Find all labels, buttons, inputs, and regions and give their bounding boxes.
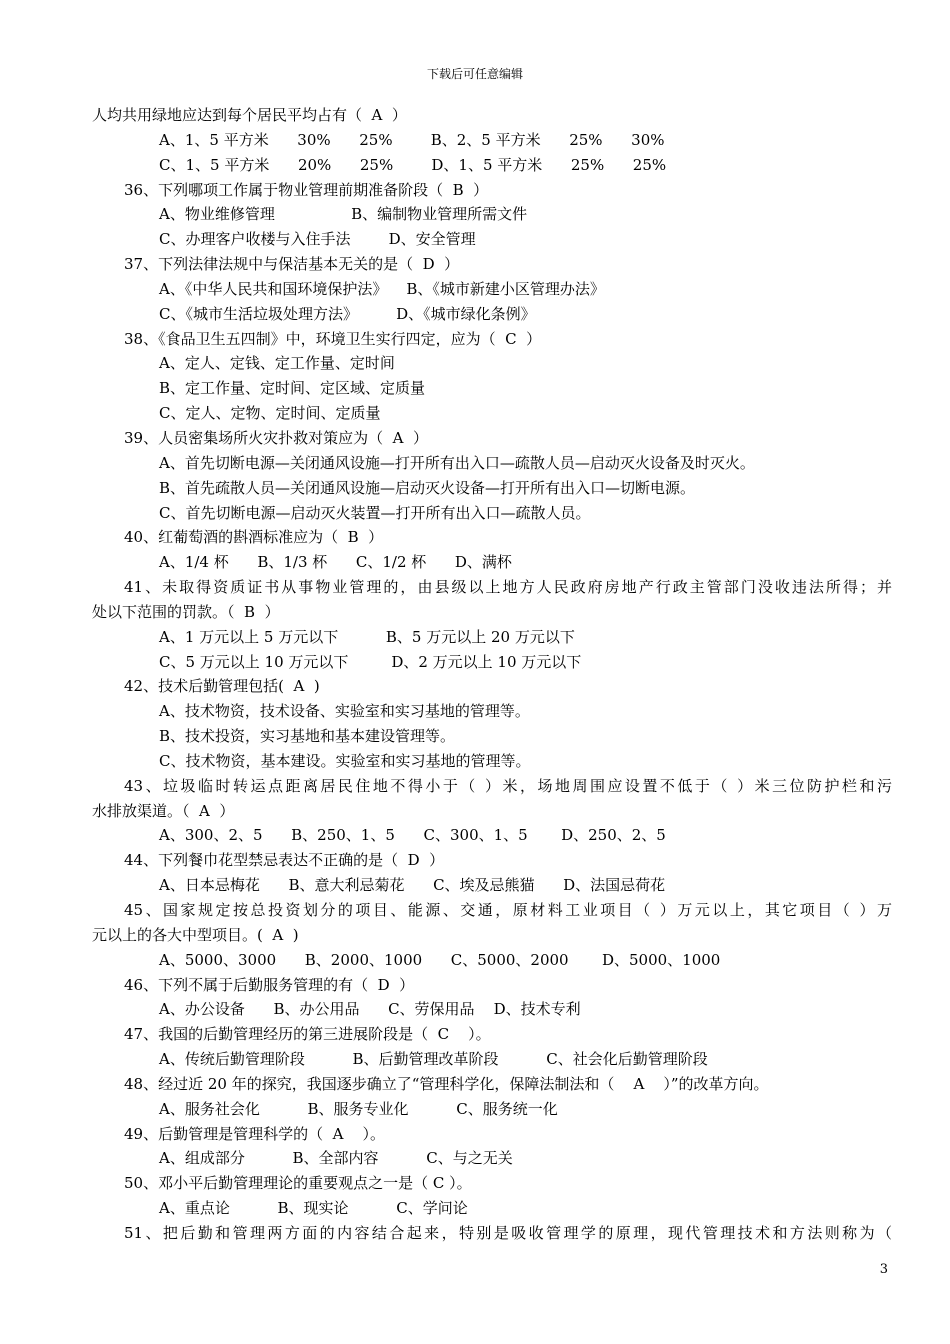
text-line: A、组成部分 B、全部内容 C、与之无关: [159, 1149, 513, 1168]
text-line: A、重点论 B、现实论 C、学问论: [159, 1199, 468, 1218]
text-line: 50、邓小平后勤管理理论的重要观点之一是（ C ）。: [124, 1174, 472, 1193]
text-line: 38、《食品卫生五四制》中，环境卫生实行四定，应为（ C ）: [124, 329, 542, 348]
text-line: A、定人、定钱、定工作量、定时间: [159, 354, 395, 373]
text-line: 51、把后勤和管理两方面的内容结合起来，特别是吸收管理学的原理，现代管理技术和方法则称为（: [124, 1223, 892, 1242]
text-line: C、1、5 平方米 20% 25% D、1、5 平方米 25% 25%: [159, 155, 667, 174]
text-line: 处以下范围的罚款。（ B ）: [92, 602, 280, 621]
text-line: 48、经过近 20 年的探究，我国逐步确立了“管理科学化，保障法制法和（ A ）”的改革方向。: [124, 1074, 769, 1093]
text-line: A、日本忌梅花 B、意大利忌菊花 C、埃及忌熊猫 D、法国忌荷花: [159, 876, 666, 895]
text-line: A、5000、3000 B、2000、1000 C、5000、2000 D、5000、1000: [159, 950, 721, 969]
text-line: A、传统后勤管理阶段 B、后勤管理改革阶段 C、社会化后勤管理阶段: [159, 1050, 708, 1069]
text-line: 水排放渠道。（ A ）: [92, 801, 235, 820]
text-line: 元以上的各大中型项目。( A ): [92, 925, 299, 944]
text-line: A、1/4 杯 B、1/3 杯 C、1/2 杯 D、满杯: [159, 553, 512, 572]
text-line: 47、我国的后勤管理经历的第三进展阶段是（ C ）。: [124, 1025, 491, 1044]
text-line: 45、国家规定按总投资划分的项目、能源、交通，原材料工业项目（ ）万元以上，其它项目（ ）万: [124, 901, 892, 919]
text-line: A、1 万元以上 5 万元以下 B、5 万元以上 20 万元以下: [159, 627, 575, 646]
text-line: B、首先疏散人员—关闭通风设施—启动灭火设备—打开所有出入口—切断电源。: [159, 478, 696, 497]
text-line: 37、下列法律法规中与保洁基本无关的是（ D ）: [124, 255, 460, 274]
text-line: C、定人、定物、定时间、定质量: [159, 404, 381, 423]
text-line: 43、垃圾临时转运点距离居民住地不得小于（ ）米，场地周围应设置不低于（ ）米三位防护栏和污: [124, 776, 892, 795]
text-line: A、300、2、5 B、250、1、5 C、300、1、5 D、250、2、5: [159, 826, 666, 845]
text-line: A、1、5 平方米 30% 25% B、2、5 平方米 25% 30%: [159, 130, 665, 149]
text-line: A、办公设备 B、办公用品 C、劳保用品 D、技术专利: [159, 1000, 581, 1019]
text-line: C、办理客户收楼与入住手法 D、安全管理: [159, 230, 476, 249]
text-line: 人均共用绿地应达到每个居民平均占有（ A ）: [92, 106, 407, 124]
page-header: 下载后可任意编辑: [426, 67, 523, 81]
text-line: 40、红葡萄酒的斟酒标准应为（ B ）: [124, 528, 384, 547]
text-line: C、5 万元以上 10 万元以下 D、2 万元以上 10 万元以下: [159, 652, 582, 671]
text-line: B、技术投资，实习基地和基本建设管理等。: [159, 727, 456, 746]
text-line: 39、人员密集场所火灾扑救对策应为（ A ）: [124, 428, 428, 447]
text-line: C、技术物资，基本建设。实验室和实习基地的管理等。: [159, 751, 531, 770]
text-line: 44、下列餐巾花型禁忌表达不正确的是（ D ）: [124, 851, 445, 870]
text-line: A、《中华人民共和国环境保护法》 B、《城市新建小区管理办法》: [159, 279, 605, 298]
text-line: A、物业维修管理 B、编制物业管理所需文件: [159, 205, 528, 224]
text-line: 36、下列哪项工作属于物业管理前期准备阶段（ B ）: [124, 180, 489, 199]
document-body: [92, 103, 892, 1246]
text-line: 41、未取得资质证书从事物业管理的，由县级以上地方人民政府房地产行政主管部门没收违法所得；并: [124, 578, 892, 597]
text-line: B、定工作量、定时间、定区域、定质量: [159, 379, 426, 398]
text-line: A、服务社会化 B、服务专业化 C、服务统一化: [159, 1099, 558, 1118]
text-line: C、《城市生活垃圾处理方法》 D、《城市绿化条例》: [159, 304, 536, 323]
text-line: A、技术物资，技术设备、实验室和实习基地的管理等。: [159, 702, 530, 721]
text-line: 49、后勤管理是管理科学的（ A ）。: [124, 1124, 386, 1143]
text-line: 46、下列不属于后勤服务管理的有（ D ）: [124, 975, 415, 994]
text-line: 42、技术后勤管理包括( A ): [124, 677, 320, 696]
text-line: A、首先切断电源—关闭通风设施—打开所有出入口—疏散人员—启动灭火设备及时灭火。: [159, 453, 755, 472]
page-number: 3: [879, 1262, 888, 1277]
text-line: C、首先切断电源—启动灭火装置—打开所有出入口—疏散人员。: [159, 503, 591, 522]
